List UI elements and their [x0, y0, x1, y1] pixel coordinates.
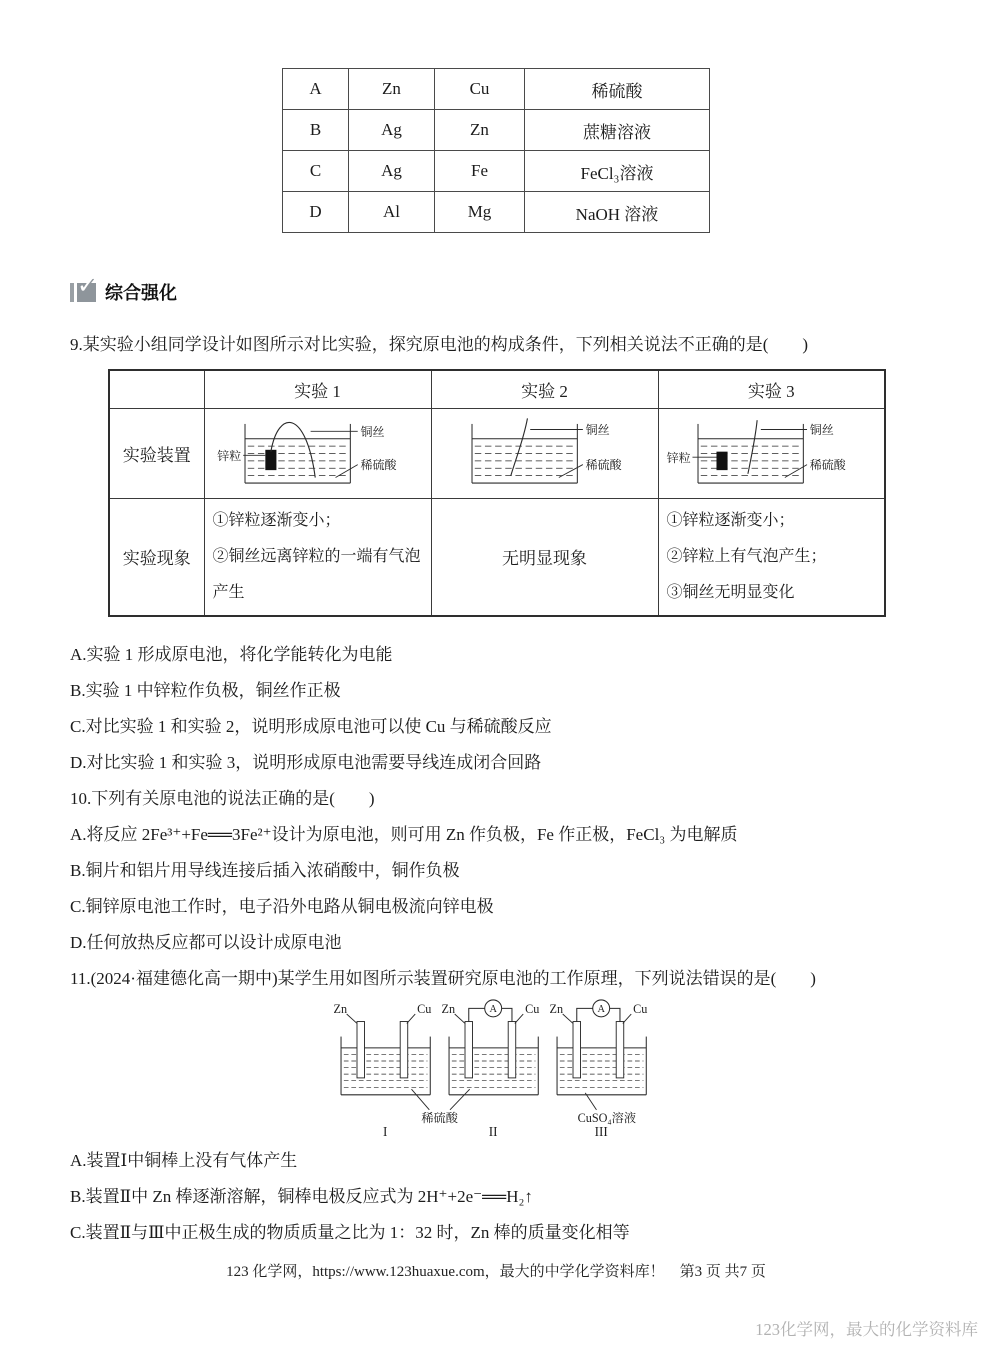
experiment-comparison-table — [108, 369, 886, 617]
header-accent-bar — [70, 283, 74, 302]
wire-right — [610, 1008, 620, 1021]
electrode1-cell: Zn — [349, 69, 435, 110]
cu-electrode — [616, 1021, 624, 1077]
table-row — [283, 110, 710, 151]
cu-label: Cu — [417, 1001, 432, 1016]
phenomena-list — [205, 499, 431, 615]
solution-cell: FeCl₃溶液 — [525, 151, 710, 192]
checkbox-check-icon — [77, 270, 98, 302]
electrode2-cell: Cu — [435, 69, 525, 110]
numeral-2: II — [488, 1123, 498, 1138]
cu-label: Cu — [633, 1001, 648, 1016]
phenomenon-line: ②锌粒上有气泡产生； — [666, 547, 827, 565]
exp-header-row — [109, 370, 885, 408]
electrode2-cell: Fe — [435, 151, 525, 192]
option-letter-cell: B — [283, 110, 349, 151]
phenomenon-line: ①锌粒逐渐变小； — [666, 511, 795, 529]
cu-electrode — [508, 1021, 516, 1077]
zinc-label: 锌粒 — [216, 448, 241, 463]
electrode1-cell: Ag — [349, 110, 435, 151]
electrode1-cell: Al — [349, 192, 435, 233]
acid-label: 稀硫酸 — [810, 457, 847, 472]
q11-option-a: A.装置Ⅰ中铜棒上没有气体产生 — [70, 1150, 298, 1170]
exp1-apparatus-cell — [204, 408, 431, 498]
exp2-header-cell: 实验 2 — [431, 370, 658, 408]
q10-stem: 10.下列有关原电池的说法正确的是( ) — [70, 788, 375, 808]
acid-label: 稀硫酸 — [585, 457, 622, 472]
q9-options — [70, 637, 922, 997]
electrode-options-table — [282, 68, 710, 233]
option-letter-cell: C — [283, 151, 349, 192]
q10-option-a: A.将反应 2Fe³⁺+Fe══3Fe²⁺设计为原电池，则可用 Zn 作负极，Fe 作正极，FeCl₃ 为电解质 — [70, 824, 738, 844]
zn-electrode — [465, 1021, 473, 1077]
cell-1 — [334, 1002, 432, 1138]
wire-right — [502, 1008, 512, 1021]
section-header — [70, 270, 922, 305]
q9-option-a: A.实验 1 形成原电池，将化学能转化为电能 — [70, 644, 393, 664]
exp1-diagram — [210, 411, 426, 496]
zn-electrode — [573, 1021, 581, 1077]
beaker-outline — [557, 1036, 646, 1094]
table-row — [283, 151, 710, 192]
zn-leader-line — [347, 1014, 357, 1023]
q10-option-c: C.铜锌原电池工作时，电子沿外电路从铜电极流向锌电极 — [70, 896, 494, 916]
ammeter-label: A — [489, 1003, 497, 1015]
acid-label: 稀硫酸 — [360, 457, 397, 472]
cuso4-label: CuSO₄溶液 — [577, 1110, 637, 1125]
zn-label: Zn — [441, 1001, 456, 1016]
q11-option-c: C.装置Ⅱ与Ⅲ中正极生成的物质质量之比为 1：32 时，Zn 棒的质量变化相等 — [70, 1222, 630, 1242]
zn-label: Zn — [549, 1001, 564, 1016]
exp1-phenomena-cell — [204, 498, 431, 616]
q11-options — [70, 1143, 922, 1251]
zinc-label: 锌粒 — [666, 450, 691, 465]
acid-leader-right — [450, 1089, 470, 1110]
liquid-dashes — [560, 1054, 644, 1087]
phenomena-list — [659, 499, 885, 615]
phenomenon-line: ②铜丝远离锌粒的一端有气泡产生 — [212, 547, 421, 601]
zn-electrode — [357, 1021, 365, 1077]
exp-phenomena-row — [109, 498, 885, 616]
page-footer: 123 化学网，https://www.123huaxue.com，最大的中学化学资料库！ 第3 页 共7 页 — [226, 1264, 766, 1280]
wire-left — [577, 1008, 593, 1021]
copper-wire — [270, 422, 314, 477]
section-title: 综合强化 — [105, 283, 177, 303]
zinc-granule — [265, 449, 276, 469]
copper-wire — [748, 420, 757, 474]
copper-wire-label: 铜丝 — [585, 422, 610, 437]
option-letter-cell: D — [283, 192, 349, 233]
zn-label: Zn — [333, 1001, 348, 1016]
zinc-granule — [717, 451, 728, 469]
exp2-phenomena-cell: 无明显现象 — [431, 498, 658, 616]
q10-option-b: B.铜片和铝片用导线连接后插入浓硝酸中，铜作负极 — [70, 860, 460, 880]
zn-leader-line — [455, 1014, 465, 1023]
exp2-apparatus-cell — [431, 408, 658, 498]
q11-option-b: B.装置Ⅱ中 Zn 棒逐渐溶解，铜棒电极反应式为 2H⁺+2e⁻══H₂↑ — [70, 1186, 533, 1206]
ammeter-label: A — [597, 1003, 605, 1015]
acid-leader-left — [411, 1089, 429, 1110]
numeral-3: III — [594, 1123, 608, 1138]
table-row — [283, 192, 710, 233]
liquid-dashes — [247, 446, 347, 476]
cu-label: Cu — [525, 1001, 540, 1016]
exp-apparatus-row — [109, 408, 885, 498]
acid-leader-line — [335, 464, 357, 477]
check-glyph: ✓ — [77, 270, 98, 299]
exp3-apparatus-cell — [658, 408, 885, 498]
phenomenon-line: ③铜丝无明显变化 — [666, 583, 795, 601]
beaker-outline — [341, 1036, 430, 1094]
copper-wire-label: 铜丝 — [360, 424, 385, 439]
liquid-dashes — [474, 446, 574, 476]
electrode2-cell: Zn — [435, 110, 525, 151]
q9-option-b: B.实验 1 中锌粒作负极，铜丝作正极 — [70, 680, 341, 700]
solution-cell: 稀硫酸 — [525, 69, 710, 110]
watermark: 123化学网，最大的化学资料库 — [755, 1320, 978, 1339]
phenomena-row-label: 实验现象 — [109, 498, 204, 616]
exp3-header-cell: 实验 3 — [658, 370, 885, 408]
exp3-phenomena-cell — [658, 498, 885, 616]
galvanic-cells-diagram — [331, 999, 661, 1138]
electrode1-cell: Ag — [349, 151, 435, 192]
acid-label: 稀硫酸 — [421, 1110, 458, 1125]
apparatus-row-label: 实验装置 — [109, 408, 204, 498]
solution-cell: NaOH 溶液 — [525, 192, 710, 233]
exp-table-corner-cell — [109, 370, 204, 408]
exp2-diagram — [437, 411, 653, 496]
cu-electrode — [400, 1021, 408, 1077]
cu-leader-line — [515, 1014, 523, 1023]
table-row — [283, 69, 710, 110]
zn-leader-line — [563, 1014, 573, 1023]
wire-left — [469, 1008, 485, 1021]
cu-leader-line — [407, 1014, 415, 1023]
q9-option-c: C.对比实验 1 和实验 2，说明形成原电池可以使 Cu 与稀硫酸反应 — [70, 716, 552, 736]
exp3-diagram — [663, 411, 879, 496]
q11-stem: 11.(2024·福建德化高一期中)某学生用如图所示装置研究原电池的工作原理，下列说法错误的是( ) — [70, 968, 816, 988]
q10-option-d: D.任何放热反应都可以设计成原电池 — [70, 932, 342, 952]
liquid-dashes — [452, 1054, 536, 1087]
exp1-header-cell: 实验 1 — [204, 370, 431, 408]
copper-wire — [510, 418, 527, 475]
copper-wire-label: 铜丝 — [810, 422, 835, 437]
cu-leader-line — [623, 1014, 631, 1023]
phenomenon-line: ①锌粒逐渐变小； — [212, 511, 341, 529]
cuso4-leader-line — [585, 1092, 596, 1109]
q9-option-d: D.对比实验 1 和实验 3，说明形成原电池需要导线连成闭合回路 — [70, 752, 542, 772]
q11-figure — [70, 999, 922, 1143]
solution-cell: 蔗糖溶液 — [525, 110, 710, 151]
numeral-1: I — [382, 1123, 388, 1138]
liquid-dashes — [344, 1054, 428, 1087]
electrode2-cell: Mg — [435, 192, 525, 233]
beaker-outline — [449, 1036, 538, 1094]
q9-stem: 9.某实验小组同学设计如图所示对比实验，探究原电池的构成条件，下列相关说法不正确的是( ) — [70, 335, 809, 354]
option-letter-cell: A — [283, 69, 349, 110]
page-content — [0, 68, 992, 1251]
